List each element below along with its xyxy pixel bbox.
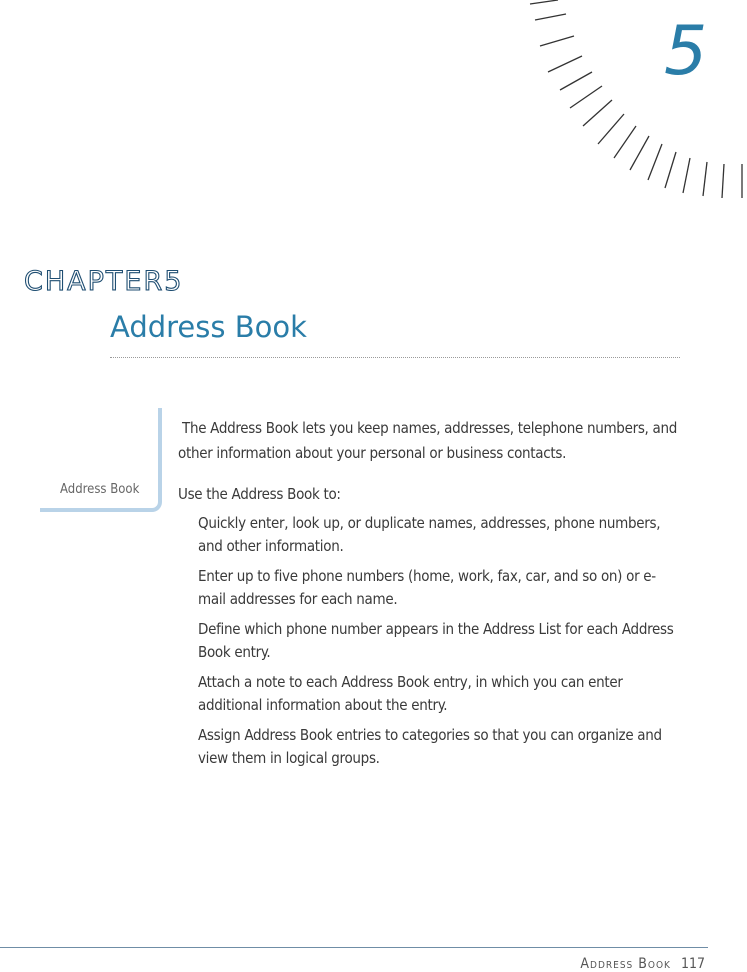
list-item: Assign Address Book entries to categories so that you can organize and view them in logical groups.: [198, 725, 662, 767]
feature-list: [178, 512, 678, 771]
decorative-ray-graphic: [0, 0, 747, 220]
list-item: Enter up to five phone numbers (home, work, fax, car, and so on) or e-mail addresses for each name.: [198, 566, 656, 608]
ray-line: [548, 56, 582, 72]
ray-line: [540, 36, 574, 46]
ray-line: [683, 158, 690, 193]
footer-section: Address Book: [580, 956, 671, 972]
page-footer: [580, 956, 705, 972]
ray-line: [560, 72, 592, 90]
chapter-number: 5: [664, 12, 708, 91]
ray-line: [583, 100, 612, 126]
ray-line: [703, 162, 707, 196]
ray-line: [722, 164, 724, 198]
ray-line: [630, 136, 649, 170]
title-divider: [110, 357, 680, 358]
ray-line: [614, 126, 636, 158]
side-tab-label: Address Book: [60, 482, 140, 497]
body-text: [178, 416, 678, 777]
chapter-label: CHAPTER5: [24, 266, 184, 297]
use-lead-paragraph: Use the Address Book to:: [178, 485, 341, 503]
ray-line: [598, 114, 624, 144]
chapter-title: Address Book: [110, 310, 307, 344]
intro-paragraph: The Address Book lets you keep names, addresses, telephone numbers, and other information about your personal or business contacts.: [178, 419, 678, 462]
ray-line: [570, 86, 602, 108]
list-item: Define which phone number appears in the Address List for each Address Book entry.: [198, 619, 674, 661]
ray-line: [535, 14, 566, 20]
ray-line: [648, 144, 662, 180]
list-item: Attach a note to each Address Book entry, in which you can enter additional information about the entry.: [198, 672, 623, 714]
ray-line: [530, 0, 558, 4]
ray-line: [665, 152, 676, 188]
list-item: Quickly enter, look up, or duplicate names, addresses, phone numbers, and other information.: [198, 513, 661, 555]
footer-divider: [0, 947, 708, 948]
page-number: 117: [680, 956, 705, 972]
